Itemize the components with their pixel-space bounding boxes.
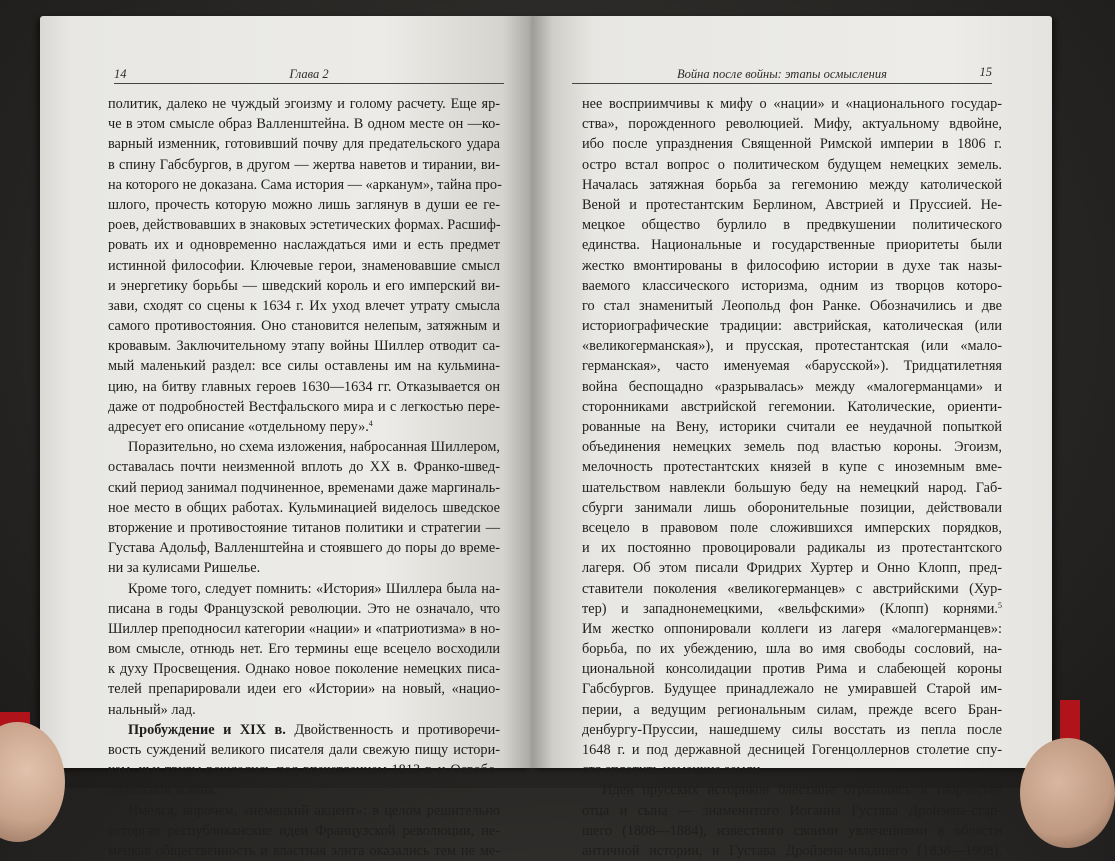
text-line <box>582 457 1002 477</box>
text-line <box>108 316 500 336</box>
text-line <box>582 155 1002 175</box>
line-text: стя сплотить немецкие земли. <box>582 762 764 779</box>
text-line <box>108 377 500 397</box>
right-thumb <box>1020 738 1115 848</box>
line-text: Шиллер преподносил категории «нации» и «патриотизма» в но- <box>108 620 500 637</box>
text-line <box>108 175 500 195</box>
text-line <box>582 740 1002 760</box>
line-text: сторонниками австрийской гегемонии. Католические, ориенти- <box>582 398 1002 415</box>
line-text: нее восприимчивы к мифу о «нации» и «национального государ- <box>582 96 1002 112</box>
text-line <box>108 457 500 477</box>
left-page <box>40 16 532 859</box>
text-line <box>108 114 500 134</box>
line-text: че в этом смысле образ Валленштейна. В одном месте он —ко- <box>108 116 500 133</box>
text-line <box>108 780 500 800</box>
text-line <box>108 155 500 175</box>
text-line <box>582 679 1002 699</box>
line-text: Веной и протестантским Берлином, Австрией и Пруссией. Не- <box>582 196 1002 213</box>
text-line <box>582 235 1002 255</box>
line-text: в спину Габсбургов, в другом — жертва наветов и тирании, ви- <box>108 156 500 173</box>
line-text: ства», порожденного революцией. Мифу, актуальному вдвойне, <box>582 116 1002 133</box>
section-heading: Пробуждение и XIX в. <box>128 721 286 738</box>
line-text: ский период занимал подчиненное, временами даже маргиналь- <box>108 479 500 496</box>
text-line <box>582 437 1002 457</box>
right-running-header <box>572 64 992 84</box>
chapter-title: Глава 2 <box>289 67 329 81</box>
line-text: рованные на Вену, историки считали ее неудачной попыткой <box>582 419 1002 435</box>
line-text: всецело в правовом поле сложившихся имперских порядков, <box>582 519 1002 536</box>
line-text: самого противостояния. Оно становится нелепым, затяжным и <box>108 318 500 335</box>
left-running-header <box>114 64 504 84</box>
line-text: кам, чьи труды рождались под впечатлением 1813 г. и Освобо- <box>108 762 500 779</box>
text-line <box>582 579 1002 599</box>
text-line <box>108 134 500 154</box>
line-text: германская», часто именуемая «барусской»). Тридцатилетняя <box>582 358 1002 375</box>
line-text: телей препарировали идеи его «Истории» на новый, «нацио- <box>108 681 500 698</box>
line-text: ваемого классического историзма, одним из творцов которо- <box>582 277 1002 294</box>
text-line <box>108 296 500 316</box>
line-text: кровавым. Заключительному этапу войны Шиллер отводит са- <box>108 338 500 355</box>
left-page-body <box>108 94 500 861</box>
line-text: писана в годы Французской революции. Это не означало, что <box>108 600 500 617</box>
text-line <box>108 740 500 760</box>
line-text: ное место в общих работах. Кульминацией виделось шведское <box>108 499 500 516</box>
line-text: зави, сходят со сцены к 1634 г. Их уход влечет утрату смысла <box>108 297 500 314</box>
text-line <box>582 316 1002 336</box>
line-text: политик, далеко не чуждый эгоизму и голому расчету. Еще яр- <box>108 96 500 112</box>
line-text: единства. Национальные и государственные приоритеты были <box>582 237 1002 254</box>
line-text: мелочность протестантских князей в купе с иноземным вме- <box>582 459 1002 476</box>
line-text: борьба, по их убеждению, шла во имя свободы сословий, на- <box>582 641 1002 658</box>
text-line <box>582 821 1002 841</box>
header-rule <box>572 83 992 84</box>
text-line <box>108 538 500 558</box>
line-text: вом смысле, отнюдь нет. Его термины еще всецело восходили <box>108 641 500 658</box>
line-text: оставалась почти неизменной вплоть до XX в. Франко-швед- <box>108 459 500 476</box>
text-line <box>108 518 500 538</box>
line-text: Им жестко оппонировали коллеги из лагеря «малогерманцев»: <box>582 620 1002 637</box>
text-line <box>108 579 500 599</box>
section-title: Война после войны: этапы осмысления <box>677 67 887 81</box>
line-text: роев, действовавших в знаковых эстетических формах. Расшиф- <box>108 217 501 234</box>
line-text: мецкое общество бурлило в предвкушении политического <box>582 217 1002 234</box>
text-line <box>108 498 500 518</box>
background-red-object <box>1060 700 1080 740</box>
line-text: отца и сына — знаменитого Иоганна Густава Дройзена-стар- <box>582 802 1002 819</box>
line-text: Кроме того, следует помнить: «История» Шиллера была на- <box>128 580 500 597</box>
text-line <box>582 518 1002 538</box>
text-line <box>582 215 1002 235</box>
page-number: 15 <box>979 65 992 79</box>
line-text: Идеи прусских историков блестяще отразились в творчестве <box>602 782 1002 799</box>
line-text: историографические традиции: австрийская, католическая (или <box>582 318 1002 335</box>
footnote-marker: 4 <box>368 419 373 428</box>
line-text: жестко вмонтированы в философию истории в духе так назы- <box>582 257 1002 274</box>
text-line <box>108 679 500 699</box>
line-text: мецкая общественность и властная элита оказались тем не ме- <box>108 842 500 859</box>
line-text: шлого, прочесть которую можно лишь заглянув в души ее ге- <box>108 196 500 213</box>
text-line <box>582 659 1002 679</box>
footnote-marker: 5 <box>998 600 1002 610</box>
text-line <box>108 841 500 861</box>
text-line <box>108 619 500 639</box>
text-line <box>582 700 1002 720</box>
text-line <box>582 801 1002 821</box>
text-line <box>108 397 500 417</box>
line-text: Габсбургов. Будущее принадлежало не умиравшей Старой им- <box>582 681 1002 698</box>
text-line <box>108 478 500 498</box>
text-line <box>582 114 1002 134</box>
text-line <box>108 235 500 255</box>
text-line <box>108 760 500 780</box>
text-line <box>108 700 500 720</box>
text-line <box>108 801 500 821</box>
line-text: лагеря. Об этом писали Фридрих Хуртер и Онно Клопп, пред- <box>582 560 1002 577</box>
text-line <box>582 639 1002 659</box>
line-text: циональной консолидации против Рима и слабеющей короны <box>582 661 1002 678</box>
line-text: сбурги занимали лишь оборонительные позиции, действовали <box>582 499 1002 516</box>
text-line <box>108 276 500 296</box>
text-line <box>582 599 1002 619</box>
line-text: и энергетику борьбы — шведский король и его имперский ви- <box>108 277 500 294</box>
line-text: «великогерманская»), и прусская, протестантская (или «мало- <box>582 338 1002 355</box>
text-line <box>582 760 1002 780</box>
line-text: тер) и западнонемецкими, «вельфскими» (Клопп) корнями. <box>582 600 998 617</box>
line-text: и их постоянно провоцировали радикалы из протестантского <box>582 540 1002 557</box>
line-text: вторжение и противостояние титанов политики и стратегии — <box>108 519 500 536</box>
line-text: на которого не доказана. Сама история — «арканум», тайна про- <box>108 176 502 193</box>
text-line <box>108 94 500 114</box>
text-line <box>108 195 500 215</box>
line-text: ставители поколения «великогерманцев» с австрийскими (Хур- <box>582 580 1002 597</box>
line-text: Началась затяжная борьба за гегемонию между католической <box>582 176 1002 193</box>
line-text: шательством навлекли большую беду на немецкий народ. Габ- <box>582 479 1002 496</box>
line-text: античной истории, и Густава Дройзена-младшего (1838—1908), <box>582 842 1002 859</box>
text-line <box>582 356 1002 376</box>
text-line <box>108 558 500 578</box>
text-line <box>108 336 500 356</box>
line-text: денбургу-Пруссии, нашедшему силы восстать из пепла после <box>582 721 1002 738</box>
text-line <box>108 256 500 276</box>
text-line <box>108 720 500 740</box>
line-text: ровать их и одновременно наслаждаться ими и есть предмет <box>108 237 500 254</box>
text-line <box>108 437 500 457</box>
text-line <box>108 215 500 235</box>
line-text: нальный» лад. <box>108 701 196 718</box>
text-line <box>582 498 1002 518</box>
text-line <box>108 417 500 437</box>
text-line <box>582 94 1002 114</box>
line-text: Имелся, впрочем, «немецкий акцент»: в целом решительно <box>128 802 500 819</box>
text-line <box>582 720 1002 740</box>
line-text: го стал знаменитый Леопольд фон Ранке. Обозначились и две <box>582 297 1002 314</box>
line-text: перии, а ведущим региональным силам, прежде всего Бран- <box>582 701 1002 718</box>
right-page-body <box>582 94 1002 861</box>
right-page <box>532 16 1052 859</box>
text-line <box>582 256 1002 276</box>
line-text: Двойственность и противоречи- <box>285 721 500 738</box>
text-line <box>582 478 1002 498</box>
text-line <box>582 841 1002 861</box>
line-text: остро встал вопрос о политическом будущем немецких земель. <box>582 156 1002 173</box>
line-text: вость суждений великого писателя дали свежую пищу истори- <box>108 742 500 758</box>
text-line <box>582 538 1002 558</box>
line-text: к духу Просвещения. Однако новое поколение немецких писа- <box>108 661 500 678</box>
line-text: истинной философии. Ключевые герои, знаменовавшие смысл <box>108 257 500 274</box>
text-line <box>108 821 500 841</box>
text-line <box>582 195 1002 215</box>
text-line <box>582 417 1002 437</box>
line-text: варный изменник, готовивший почву для предательского удара <box>108 136 500 153</box>
text-line <box>108 659 500 679</box>
text-line <box>582 619 1002 639</box>
line-text: объединения немецких земель под властью короны. Эгоизм, <box>582 439 1002 456</box>
page-number: 14 <box>114 67 127 81</box>
line-text: война беспощадно «разрывалась» между «малогерманцами» и <box>582 378 1002 395</box>
line-text: шего (1808—1884), известного своими увлечениями в области <box>582 822 1002 839</box>
line-text: Поразительно, но схема изложения, набросанная Шиллером, <box>128 439 500 456</box>
line-text: мый маленький раздел: все силы оставлены им на кульмина- <box>108 358 500 375</box>
text-line <box>582 377 1002 397</box>
line-text: отторгая республиканские идеи Французской революции, не- <box>108 822 500 839</box>
text-line <box>582 175 1002 195</box>
text-line <box>582 336 1002 356</box>
text-line <box>582 134 1002 154</box>
text-line <box>582 296 1002 316</box>
text-line <box>108 356 500 376</box>
text-line <box>582 276 1002 296</box>
text-line <box>108 599 500 619</box>
line-text: адресует его описание «отдельному перу». <box>108 419 369 435</box>
line-text: даже от подробностей Вестфальского мира и с легкостью пере- <box>108 398 500 415</box>
text-line <box>582 780 1002 800</box>
line-text: ибо после упразднения Священной Римской империи в 1806 г. <box>582 136 1002 153</box>
line-text: ни за кулисами Ришелье. <box>108 560 261 577</box>
text-line <box>582 558 1002 578</box>
line-text: 1648 г. и под державной десницей Гогенцоллернов столетие спу- <box>582 742 1002 758</box>
line-text: дительной войны. <box>108 782 218 799</box>
text-line <box>582 397 1002 417</box>
text-line <box>108 639 500 659</box>
header-rule <box>114 83 504 84</box>
line-text: Густава Адольф, Валленштейна и стоявшего до поры до време- <box>108 540 500 557</box>
line-text: цию, на битву главных героев 1630—1634 гг. Отказывается он <box>108 378 500 395</box>
